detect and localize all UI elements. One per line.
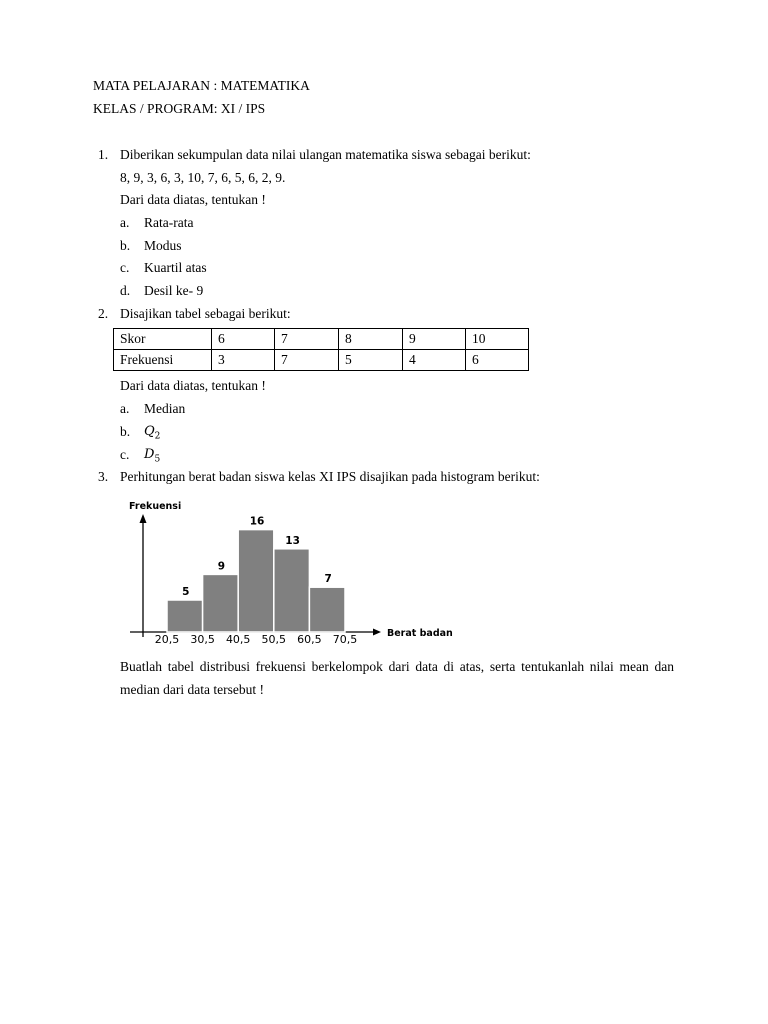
q1-data: 8, 9, 3, 6, 3, 10, 7, 6, 5, 6, 2, 9. [120, 170, 286, 185]
symbol-letter: Q [144, 424, 155, 439]
subject-colon: : [210, 78, 221, 93]
table-cell: 6 [466, 350, 529, 371]
symbol-subscript: 5 [154, 454, 161, 465]
x-tick-label: 50,5 [261, 633, 287, 646]
histogram-tick-labels [155, 633, 358, 646]
table-cell: 3 [212, 350, 275, 371]
q2-instruction: Dari data diatas, tentukan ! [120, 378, 266, 393]
q1-instruction: Dari data diatas, tentukan ! [120, 192, 266, 207]
y-axis-label: Frekuensi [129, 501, 182, 512]
table-cell: 4 [403, 350, 466, 371]
histogram-bar [167, 600, 203, 632]
table-cell: Frekuensi [114, 350, 212, 371]
table-cell: 7 [275, 350, 339, 371]
class-label: KELAS / PROGRAM [93, 101, 214, 116]
q1-item-text: Desil ke- 9 [144, 283, 204, 298]
symbol-subscript: 2 [154, 431, 161, 442]
table-cell: 8 [339, 329, 403, 350]
x-tick-label: 20,5 [154, 633, 180, 646]
q1-item-text: Modus [144, 238, 182, 253]
q3-number: 3. [98, 469, 109, 484]
table-cell: 5 [339, 350, 403, 371]
x-axis-label: Berat badan [387, 628, 453, 639]
x-tick-label: 70,5 [332, 633, 358, 646]
q2-item-letter: a. [120, 401, 130, 416]
histogram-bar [238, 530, 274, 632]
bar-value-label: 5 [182, 586, 190, 598]
q2-text: Disajikan tabel sebagai berikut: [120, 306, 291, 321]
x-tick-label: 60,5 [297, 633, 322, 646]
q2-item-letter: c. [120, 447, 130, 462]
q1-item-text: Rata-rata [144, 215, 194, 230]
class-colon: : [213, 101, 221, 116]
histogram-bar [274, 549, 310, 632]
table-cell: 9 [403, 329, 466, 350]
bar-value-label: 13 [285, 534, 300, 547]
table-cell: Skor [114, 329, 212, 350]
table-cell: 10 [466, 329, 529, 350]
class-value: XI / IPS [220, 101, 266, 116]
symbol-letter: D [144, 447, 155, 462]
table-cell: 7 [275, 329, 339, 350]
bar-value-label: 7 [324, 573, 332, 586]
x-tick-label: 30,5 [190, 633, 215, 646]
subject-value: MATEMATIKA [220, 78, 310, 93]
q2-number: 2. [98, 306, 109, 321]
q2-item-text: Median [144, 401, 186, 416]
q2-item-letter: b. [120, 424, 131, 439]
q1-item-letter: d. [120, 283, 131, 298]
q1-text: Diberikan sekumpulan data nilai ulangan matematika siswa sebagai berikut: [120, 147, 531, 162]
x-tick-label: 40,5 [225, 633, 251, 646]
q1-number: 1. [98, 147, 109, 162]
y-axis-arrow [140, 514, 147, 523]
q1-item-letter: a. [120, 215, 130, 230]
table-cell: 6 [212, 329, 275, 350]
histogram-bar [203, 574, 239, 632]
q1-item-text: Kuartil atas [144, 260, 207, 275]
histogram-bar [309, 587, 345, 632]
q3-paragraph: Buatlah tabel distribusi frekuensi berkelompok dari data di atas, serta tentukanlah nilai mean dan median dari data tersebut ! [120, 659, 674, 697]
q3-text: Perhitungan berat badan siswa kelas XI IPS disajikan pada histogram berikut: [120, 469, 540, 484]
subject-label: MATA PELAJARAN [93, 78, 211, 93]
x-axis-arrow [373, 629, 381, 636]
bar-value-label: 9 [217, 560, 226, 573]
bar-value-label: 16 [249, 515, 265, 528]
q1-item-letter: c. [120, 260, 130, 275]
q1-item-letter: b. [120, 238, 131, 253]
histogram-bars [167, 530, 345, 632]
